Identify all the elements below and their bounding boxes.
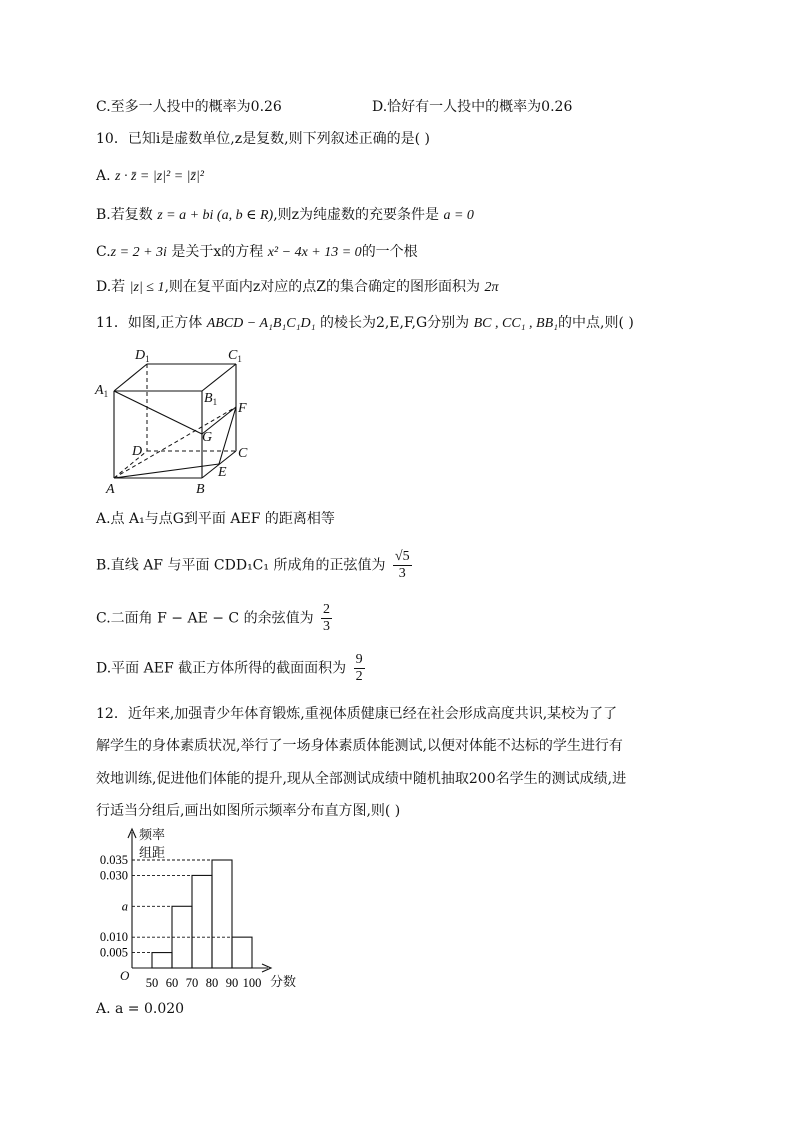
q9-option-d: D.恰好有一人投中的概率为0.26 bbox=[372, 99, 573, 115]
q10-option-b-formula2: a = 0 bbox=[443, 208, 474, 223]
q11-stem-text3: 的中点,则( ) bbox=[558, 315, 634, 331]
cube-label-d: D bbox=[132, 444, 143, 459]
q10-option-a-prefix: A. bbox=[96, 168, 111, 184]
q12-stem-line2: 解学生的身体素质状况,举行了一场身体素质体能测试,以便对体能不达标的学生进行有 bbox=[96, 738, 623, 754]
histogram-bar-70-80 bbox=[192, 875, 212, 968]
q10-option-c-text2: 的一个根 bbox=[361, 244, 418, 260]
q11-option-c bbox=[96, 602, 335, 635]
q11-option-b-text: B.直线 AF 与平面 CDD₁C₁ 所成角的正弦值为 bbox=[96, 557, 386, 574]
q10-option-d-formula: |z| ≤ 1 bbox=[129, 280, 165, 295]
q11-stem-text1: 11．如图,正方体 bbox=[96, 315, 203, 331]
histogram-bar-80-90 bbox=[212, 860, 232, 968]
q12-option-a: A. a = 0.020 bbox=[96, 1001, 185, 1017]
cube-line-a-e bbox=[114, 464, 219, 478]
q11-option-d-text: D.平面 AEF 截正方体所得的截面面积为 bbox=[96, 660, 347, 677]
q10-option-b-formula: z = a + bi (a, b ∈ R) bbox=[157, 208, 274, 223]
q10-option-c bbox=[96, 242, 418, 263]
q12-stem-line4: 行适当分组后,画出如图所示频率分布直方图,则( ) bbox=[96, 803, 401, 819]
histogram-bar-90-100 bbox=[232, 937, 252, 968]
cube-line-e-f bbox=[219, 407, 236, 464]
q11-cube-name: ABCD − A₁B₁C₁D₁ bbox=[206, 316, 316, 331]
cube-label-a: A bbox=[106, 482, 115, 497]
q11-option-b-denominator: 3 bbox=[398, 566, 406, 581]
q10-option-b bbox=[96, 205, 474, 226]
q11-option-d bbox=[96, 652, 368, 685]
histogram-ytick-label: 0.035 bbox=[99, 853, 128, 867]
q11-option-b bbox=[96, 549, 415, 582]
q10-option-c-formula2: x² − 4x + 13 = 0 bbox=[267, 245, 362, 260]
cube-label-b: B bbox=[196, 482, 205, 497]
q12-stem-line1: 12．近年来,加强青少年体育锻炼,重视体质健康已经在社会形成高度共识,某校为了了 bbox=[96, 706, 618, 722]
q10-option-c-text: 是关于x的方程 bbox=[171, 244, 264, 260]
q10-option-b-text1: B.若复数 bbox=[96, 207, 153, 223]
q11-option-b-fraction bbox=[393, 549, 412, 582]
histogram-ylabel-top: 频率 bbox=[139, 827, 166, 842]
q12-stem-line3: 效地训练,促进他们体能的提升,现从全部测试成绩中随机抽取200名学生的测试成绩,进 bbox=[96, 771, 627, 787]
cube-figure bbox=[92, 342, 262, 500]
histogram-xtick-label: 100 bbox=[242, 976, 262, 990]
frequency-histogram bbox=[90, 826, 330, 996]
cube-edge-a1-d1 bbox=[114, 364, 147, 391]
histogram-xtick-label: 60 bbox=[165, 976, 179, 990]
cube-line-a1-g bbox=[114, 391, 202, 434]
q10-stem: 10．已知i是虚数单位,z是复数,则下列叙述正确的是( ) bbox=[96, 131, 430, 147]
q11-edges: BC , CC₁ , BB₁ bbox=[473, 316, 559, 331]
q11-stem-text2: 的棱长为2,E,F,G分别为 bbox=[319, 315, 470, 331]
histogram-ylabel-bottom: 组距 bbox=[139, 845, 166, 860]
q10-option-c-formula: z = 2 + 3i bbox=[110, 245, 167, 260]
cube-label-e: E bbox=[218, 465, 227, 480]
q10-option-d-text2: ,则在复平面内z对应的点Z的集合确定的图形面积为 bbox=[164, 279, 481, 295]
q11-option-c-fraction bbox=[321, 602, 332, 635]
q9-option-c: C.至多一人投中的概率为0.26 bbox=[96, 99, 282, 115]
q11-option-d-numerator: 9 bbox=[355, 652, 363, 667]
q10-option-c-prefix: C. bbox=[96, 244, 111, 260]
histogram-xtick-label: 90 bbox=[225, 976, 239, 990]
cube-label-g: G bbox=[202, 430, 213, 445]
histogram-ytick-label: 0.010 bbox=[99, 930, 128, 945]
cube-edge-b1-c1 bbox=[202, 364, 236, 391]
q10-option-d-text1: D.若 bbox=[96, 279, 126, 295]
q10-option-a-formula: z · z̄ = |z|² = |z̄|² bbox=[115, 169, 204, 184]
q10-option-d bbox=[96, 277, 499, 298]
q11-option-a: A.点 A₁与点G到平面 AEF 的距离相等 bbox=[96, 511, 335, 527]
histogram-ytick-label: a bbox=[121, 899, 128, 914]
q11-option-b-numerator: √5 bbox=[394, 549, 410, 564]
cube-label-f: F bbox=[238, 401, 247, 416]
histogram-bar-50-60 bbox=[152, 953, 172, 968]
histogram-ytick-label: 0.030 bbox=[99, 868, 128, 883]
cube-label-a1: $A_1$ bbox=[95, 383, 109, 399]
cube-label-d1: $D_1$ bbox=[135, 348, 150, 364]
cube-label-c: C bbox=[238, 446, 248, 461]
histogram-origin: O bbox=[120, 968, 130, 983]
q11-option-c-denominator: 3 bbox=[323, 619, 331, 634]
histogram-xlabel: 分数 bbox=[270, 974, 297, 989]
q10-option-b-text2: ,则z为纯虚数的充要条件是 bbox=[273, 207, 440, 223]
histogram-xtick-label: 70 bbox=[185, 976, 199, 990]
q11-option-c-numerator: 2 bbox=[323, 602, 331, 617]
cube-label-b1: $B_1$ bbox=[204, 391, 218, 407]
q10-option-d-formula2: 2π bbox=[484, 280, 499, 295]
q10-option-a bbox=[96, 166, 204, 187]
q11-stem bbox=[96, 313, 634, 334]
histogram-ytick-label: 0.005 bbox=[99, 945, 128, 960]
q11-option-c-text: C.二面角 F − AE − C 的余弦值为 bbox=[96, 610, 314, 627]
histogram-xtick-label: 50 bbox=[145, 976, 159, 990]
histogram-xtick-label: 80 bbox=[205, 976, 219, 990]
cube-label-c1: $C_1$ bbox=[228, 348, 242, 364]
q11-option-d-denominator: 2 bbox=[355, 669, 363, 684]
q11-option-d-fraction bbox=[354, 652, 365, 685]
